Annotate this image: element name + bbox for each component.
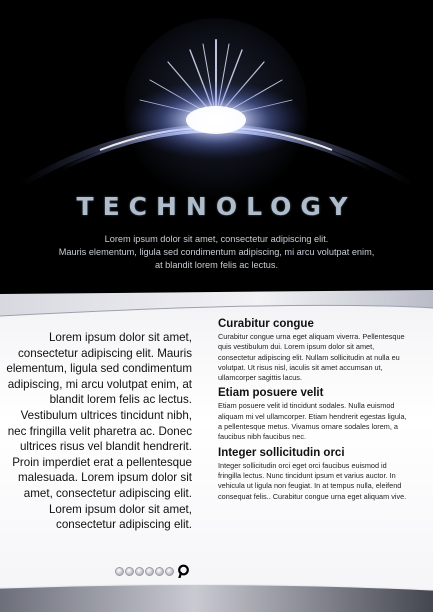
section-heading-1: Curabitur congue	[218, 318, 314, 330]
section-heading-3: Integer sollicitudin orci	[218, 446, 345, 459]
bottom-wave-band	[0, 578, 433, 612]
pager-dot[interactable]	[155, 567, 164, 576]
hero-title: TECHNOLOGY	[76, 192, 357, 221]
hero-line-1: Lorem ipsum dolor sit amet, consectetur adipiscing elit.	[104, 234, 329, 244]
right-column	[218, 318, 408, 506]
pager-dots	[115, 565, 190, 577]
section-body-2: Etiam posuere velit id tincidunt sodales. Nulla euismod aliquam mi vel ullamcorper. Etiam hendrerit egestas ligula, a pellentesque metus. Vivamus ornare sodales lorem, a faucibus nibh faucibus nec.	[218, 401, 407, 442]
section-body-1: Curabitur congue urna eget aliquam viverra. Pellentesque quis vestibulum dui. Lorem ipsum dolor sit amet, consectetur adipiscing elit. Nullam sollicitudin at nulla eu volutpat. Ut risus nisl, iaculis sit amet accumsan ut, ullamcorper sagittis lacus.	[218, 332, 405, 383]
hero-section	[0, 0, 433, 300]
pager-dot[interactable]	[115, 567, 124, 576]
pager-dot[interactable]	[165, 567, 174, 576]
pager-dot[interactable]	[145, 567, 154, 576]
pager-dot[interactable]	[135, 567, 144, 576]
brand-logo-icon	[177, 564, 190, 578]
pager-dot[interactable]	[125, 567, 134, 576]
hero-line-2: Mauris elementum, ligula sed condimentum adipiscing, mi arcu volutpat enim,	[58, 247, 375, 257]
hero-intro-text	[30, 233, 403, 272]
section-heading-2: Etiam posuere velit	[218, 387, 324, 400]
left-column-text: Lorem ipsum dolor sit amet, consectetur adipiscing elit. Mauris elementum, ligula sed condimentum adipiscing, mi arcu volutpat enim, at blandit lorem felis ac lectus. Vestibulum ultrices tincidunt nibh, nec fringilla velit pharetra ac. Donec ultrices risus vel blandit hendrerit. Proin imperdiet erat a pellentesque malesuada. Lorem ipsum dolor sit amet, consectetur adipiscing elit. Lorem ipsum dolor sit amet, consectetur adipiscing elit.	[6, 331, 192, 532]
hero-line-3: at blandit lorem felis ac lectus.	[154, 260, 279, 270]
section-body-3: Integer sollicitudin orci eget orci faucibus euismod id fringilla lectus. Nunc tincidunt ipsum et varius auctor. In vehicula ut ligula non feugiat. In at tempus nulla, eleifend consequat felis.. Curabitur congue urna eget aliquam vive.	[218, 460, 407, 501]
